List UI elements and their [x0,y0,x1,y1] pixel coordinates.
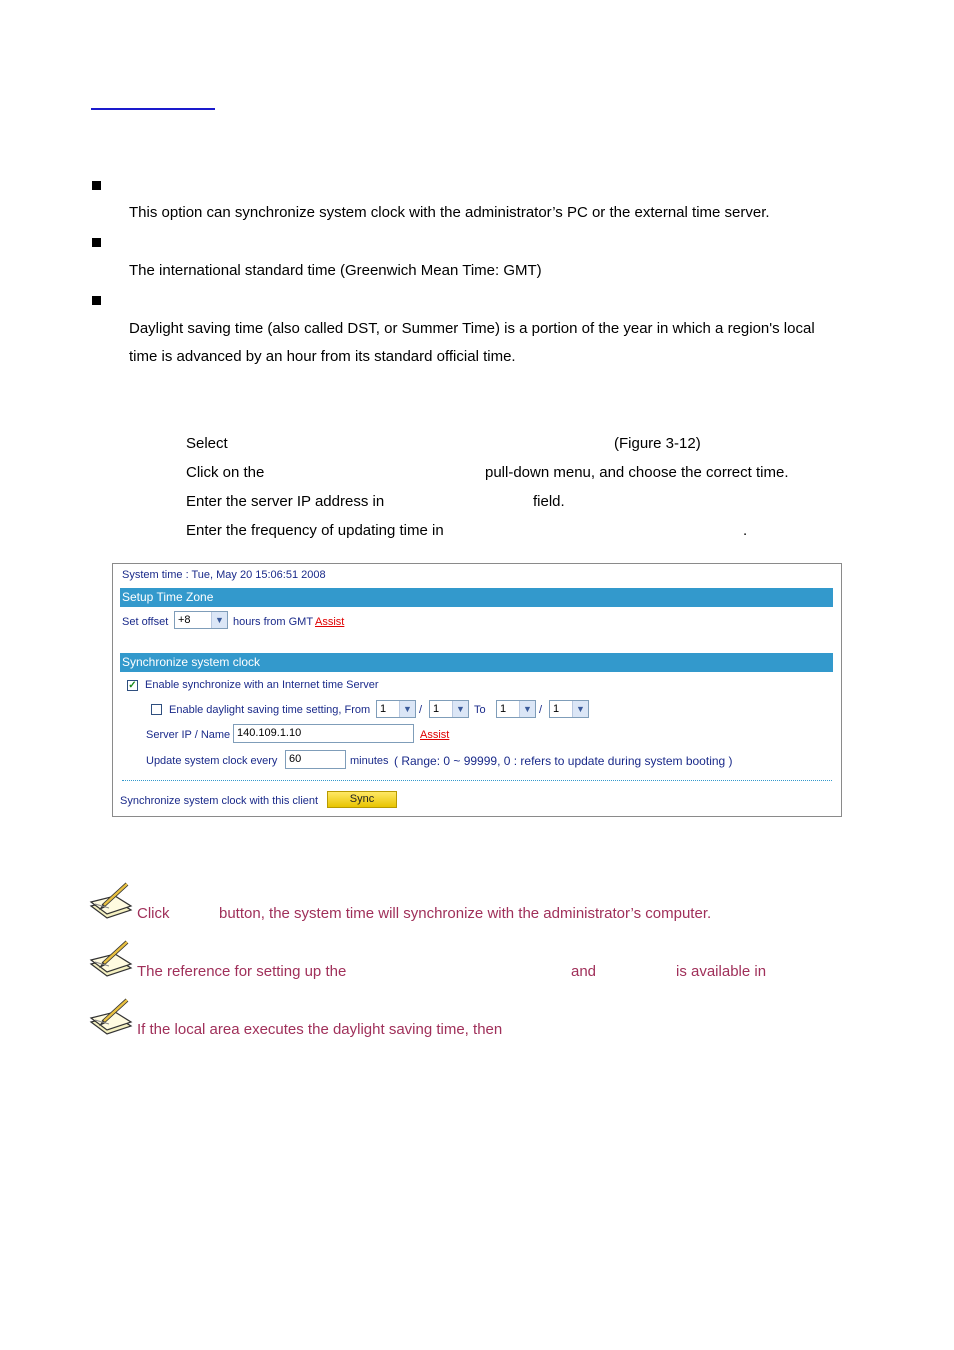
section-link-underline[interactable] [91,108,215,110]
enable-sync-checkbox[interactable] [127,680,138,691]
step-4-text-end: . [743,522,748,539]
bullet-description: This option can synchronize system clock with the administrator’s PC or the external time server. [129,204,770,221]
bullet-marker [92,238,101,247]
server-assist-link[interactable]: Assist [420,729,450,741]
update-interval-label: Update system clock every [146,755,278,767]
dst-to-month-select[interactable]: 1 ▼ [496,700,536,718]
offset-select[interactable]: +8 ▼ [174,611,228,629]
dst-from-month-select[interactable]: 1 ▼ [376,700,416,718]
enable-sync-label: Enable synchronize with an Internet time Server [145,679,379,691]
step-3-text-end: field. [533,493,565,510]
bullet-marker [92,296,101,305]
enable-dst-checkbox[interactable] [151,704,162,715]
dst-to-day-select[interactable]: 1 ▼ [549,700,589,718]
step-1-figure-ref: (Figure 3-12) [614,435,701,452]
offset-assist-link[interactable]: Assist [315,616,345,628]
note-pencil-icon [89,880,133,920]
chevron-down-icon: ▼ [399,701,415,717]
check-icon: ✓ [128,680,137,691]
step-2-text: Click on the [186,464,265,481]
range-note: ( Range: 0 ~ 99999, 0 : refers to update during system booting ) [394,754,733,768]
divider [122,780,832,781]
chevron-down-icon: ▼ [211,612,227,628]
date-separator: / [419,704,423,716]
update-interval-input[interactable]: 60 [285,750,346,769]
note-3-text: If the local area executes the daylight saving time, then [137,1021,503,1038]
synchronize-clock-header: Synchronize system clock [120,653,833,672]
note-2-text-and: and [571,963,597,980]
step-1-text: Select [186,435,228,452]
step-2-text-end: pull-down menu, and choose the correct time. [485,464,789,481]
bullet-marker [92,181,101,190]
chevron-down-icon: ▼ [572,701,588,717]
note-2-text-end: is available in [676,963,767,980]
dst-to-label: To [474,704,486,716]
note-1-text: Click [137,905,170,922]
note-1-text-end: button, the system time will synchronize with the administrator’s computer. [219,905,712,922]
note-pencil-icon [89,996,133,1036]
hours-from-gmt-label: hours from GMT [233,616,314,628]
note-pencil-icon [89,938,133,978]
system-time-readout: System time : Tue, May 20 15:06:51 2008 [122,569,326,581]
bullet-description-line2: time is advanced by an hour from its standard official time. [129,348,516,365]
sync-client-label: Synchronize system clock with this client [120,795,319,807]
bullet-description: The international standard time (Greenwich Mean Time: GMT) [129,262,542,279]
system-time-panel [112,563,842,817]
chevron-down-icon: ▼ [452,701,468,717]
chevron-down-icon: ▼ [519,701,535,717]
bullet-description-line1: Daylight saving time (also called DST, or Summer Time) is a portion of the year in which a region's local [129,320,815,337]
note-2-text: The reference for setting up the [137,963,347,980]
server-ip-label: Server IP / Name [146,729,231,741]
set-offset-label: Set offset [122,616,169,628]
step-4-text: Enter the frequency of updating time in [186,522,444,539]
setup-time-zone-header: Setup Time Zone [120,588,833,607]
minutes-label: minutes [350,755,389,767]
date-separator: / [539,704,543,716]
server-ip-input[interactable]: 140.109.1.10 [233,724,414,743]
sync-button[interactable]: Sync [327,791,397,808]
step-3-text: Enter the server IP address in [186,493,385,510]
dst-from-day-select[interactable]: 1 ▼ [429,700,469,718]
enable-dst-label: Enable daylight saving time setting, From [169,704,371,716]
